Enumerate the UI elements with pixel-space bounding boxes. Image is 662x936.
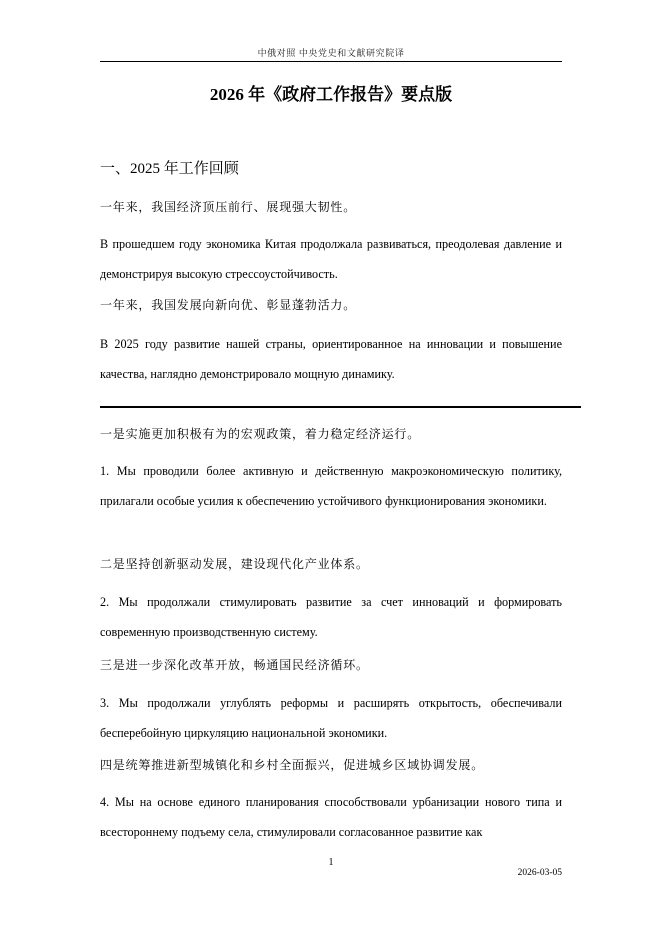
intro-2-zh: 一年来，我国发展向新向优、彰显蓬勃活力。: [100, 298, 357, 312]
point-1-zh: 一是实施更加积极有为的宏观政策，着力稳定经济运行。: [100, 427, 421, 441]
page-number: 1: [328, 857, 334, 868]
intro-1-zh: 一年来，我国经济顶压前行、展现强大韧性。: [100, 200, 357, 214]
point-4-ru: 4. Мы на основе единого планирования способствовали урбанизации нового типа и всестороннему подъему села, стимулировали согласованное развитие как: [100, 795, 562, 839]
point-2-zh: 二是坚持创新驱动发展，建设现代化产业体系。: [100, 557, 369, 571]
section-heading: 一、2025 年工作回顾: [100, 161, 239, 177]
intro-2-ru: В 2025 году развитие нашей страны, ориентированное на инновации и повышение качества, наглядно демонстрировало мощную динамику.: [100, 337, 562, 381]
point-4-zh: 四是统筹推进新型城镇化和乡村全面振兴，促进城乡区域协调发展。: [100, 758, 485, 772]
document-title: 2026 年《政府工作报告》要点版: [209, 85, 453, 104]
point-2-ru: 2. Мы продолжали стимулировать развитие за счет инноваций и формировать современную производственную систему.: [100, 595, 562, 639]
point-1-ru: 1. Мы проводили более активную и действенную макроэкономическую политику, прилагали особые усилия к обеспечению устойчивого функционирования экономики.: [100, 464, 562, 508]
page-header: 中俄对照 中央党史和文献研究院译: [257, 48, 405, 58]
point-3-zh: 三是进一步深化改革开放，畅通国民经济循环。: [100, 658, 369, 672]
point-3-ru: 3. Мы продолжали углублять реформы и расширять открытость, обеспечивали бесперебойную циркуляцию национальной экономики.: [100, 696, 562, 740]
header-rule: [100, 61, 562, 62]
document-date: 2026-03-05: [517, 868, 562, 878]
intro-1-ru: В прошедшем году экономика Китая продолжала развиваться, преодолевая давление и демонстрируя высокую стрессоустойчивость.: [100, 237, 562, 281]
section-divider: [100, 406, 581, 408]
